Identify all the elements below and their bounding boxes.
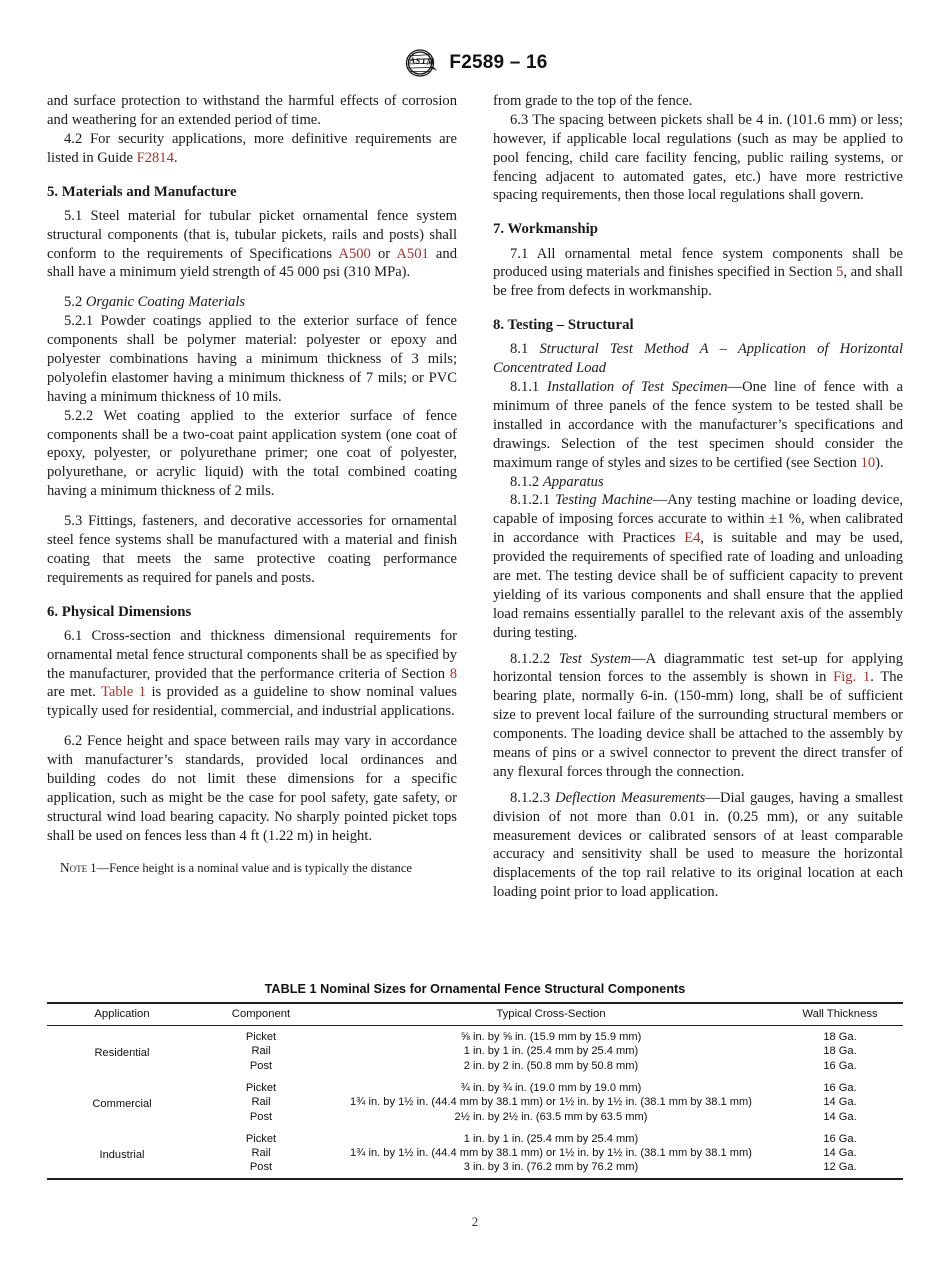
paragraph-5-2-heading (47, 293, 457, 312)
cell-cross-section: 1¾ in. by 1½ in. (44.4 mm by 38.1 mm) or 1½ in. by 1½ in. (38.1 mm by 38.1 mm) (349, 1146, 752, 1159)
link-section-8[interactable]: 8 (449, 665, 457, 682)
table-header-row (47, 1003, 903, 1026)
paragraph-5-2-number: 5.2 (64, 294, 86, 311)
cell-component: Rail (251, 1045, 271, 1058)
paragraph-8-1-2-1-tail: , is suitable and may be used, provided the requirements of specified rate of loading and unloading are met. The testing device shall be of sufficient capacity to prevent yielding of its various components and shall ensure that the applied load remains essentially parallel to the relevant axis of the assembly during testing. (493, 530, 903, 641)
heading-section-7: 7. Workmanship (493, 221, 598, 238)
paragraph-8-1-2-2 (493, 650, 903, 782)
paragraph-8-1-2-2-tail: . The bearing plate, normally 6-in. (150-mm) long, shall be of sufficient size to prevent local failure of the surrounding structural members or components. The loading device shall be attached to the assembly by means of pins or a swivel connector to prevent the direct transfer of any flexural forces through the connection. (493, 669, 904, 780)
table-1-title: TABLE 1 Nominal Sizes for Ornamental Fence Structural Components (264, 982, 686, 996)
paragraph-5-1-tail: and shall have a minimum yield strength of 45 000 psi (310 MPa). (47, 245, 457, 281)
paragraph-5-1-mid: or (370, 245, 397, 262)
table-1-head (47, 1003, 903, 1026)
paragraph-5-2-1: 5.2.1 Powder coatings applied to the exterior surface of fence components shall be polymer material: polyester or epoxy and polyester combinations having a minimum thickness of 3 mils; polyolefin elastomer having a minimum thickness of 7 mils; or PVC having a minimum thickness of 10 mils. (47, 313, 457, 405)
heading-section-6: 6. Physical Dimensions (47, 603, 192, 620)
link-fig-1[interactable]: Fig. 1 (833, 669, 871, 686)
note-1-continuation: from grade to the top of the fence. (493, 93, 693, 109)
paragraph-8-1-title: Structural Test Method A – Application of Horizontal Concentrated Load (493, 341, 903, 377)
paragraph-6-1-mid: are met. (47, 684, 102, 701)
paragraph-8-1 (493, 340, 903, 378)
cell-cross-section: 2½ in. by 2½ in. (63.5 mm by 63.5 mm) (454, 1110, 648, 1123)
paragraph-8-1-2-1-number: 8.1.2.1 (510, 492, 556, 509)
paragraph-5-3: 5.3 Fittings, fasteners, and decorative accessories for ornamental steel fence systems shall be manufactured with a material and finish coating that meets the same protective coating performance requirements as required for panels and posts. (47, 513, 457, 586)
table-bottom-rule (47, 1178, 903, 1180)
paragraph-6-1 (47, 627, 457, 721)
cell-application: Commercial (92, 1098, 152, 1111)
paragraph-6-1-lead: 6.1 Cross-section and thickness dimensional requirements for ornamental metal fence structural components shall be as specified by the manufacturer, provided that the performance criteria of Section (47, 627, 457, 682)
table-row (47, 1026, 903, 1045)
paragraph-8-1-2-3-number: 8.1.2.3 (510, 789, 556, 806)
note-1 (47, 859, 457, 876)
link-a501[interactable]: A501 (396, 245, 429, 262)
link-f2814[interactable]: F2814 (136, 149, 174, 166)
astm-logo (402, 48, 440, 78)
paragraph-8-1-1 (493, 378, 903, 472)
paragraph-4-2 (47, 130, 457, 168)
paragraph-8-1-2-2-title: Test System (558, 650, 632, 667)
svg-text:A: A (409, 55, 416, 65)
paragraph-5-2-title: Organic Coating Materials (85, 294, 246, 311)
paragraph-6-2: 6.2 Fence height and space between rails may vary in accordance with manufacturer’s standards, provided local ordinances and building codes do not limit these dimensions for a specific application, such as might be the case for pool safety, gate safety, or structural wind load bearing capacity. No sharply pointed picket tops shall be used on fences less than 4 ft (1.22 m) in height. (47, 733, 457, 844)
paragraph-8-1-2-3-lead: —Dial gauges, having a smallest division of not more than 0.01 in. (0.25 mm), or any suitable measurement devices or calibrated sensors of at least comparable accuracy and sensitivity shall be used to measure the horizontal displacements of the top rail relative to its original location at each loading point prior to load application. (493, 789, 903, 901)
cell-wall-thickness: 14 Ga. (823, 1110, 857, 1123)
left-column (47, 92, 457, 968)
column-header-component: Component (197, 1003, 325, 1026)
cell-component: Picket (245, 1031, 277, 1043)
note-1-number: 1 (87, 860, 97, 875)
paragraph-8-1-1-tail: ). (875, 454, 884, 471)
paragraph-8-1-2-3-title: Deflection Measurements (555, 789, 706, 806)
cell-cross-section: 1 in. by 1 in. (25.4 mm by 25.4 mm) (463, 1132, 639, 1145)
paragraph-8-1-2-2-lead: —A diagrammatic test set-up for applying horizontal tension forces to the assembly is shown in (493, 650, 903, 686)
link-table-1[interactable]: Table 1 (101, 684, 146, 701)
paragraph-8-1-2-1 (493, 491, 903, 642)
paragraph-8-1-1-lead: —One line of fence with a minimum of three panels of the fence system to be tested shall be installed in accordance with the manufacturer’s specifications and drawings. Selection of the test specimen should consider the maximum range of styles and sizes to be certified (see Section (493, 379, 903, 471)
heading-section-5: 5. Materials and Manufacture (47, 183, 237, 200)
document-designation: F2589 – 16 (449, 52, 548, 73)
paragraph-7-1 (493, 245, 903, 302)
cell-component: Post (249, 1059, 273, 1072)
cell-component: Picket (245, 1081, 277, 1094)
svg-text:M: M (426, 56, 435, 67)
link-e4[interactable]: E4 (684, 530, 701, 547)
paragraph-6-3: 6.3 The spacing between pickets shall be 4 in. (101.6 mm) or less; however, if applicable local regulations (such as may be applied to pool fencing, child care facility fencing, public railing systems, or fencing adjacent to automated gates, etc.) have more restrictive spacing requirements, then those local regulations shall govern. (493, 111, 903, 204)
cell-cross-section: ⅝ in. by ⅝ in. (15.9 mm by 15.9 mm) (460, 1031, 642, 1043)
table-1-container (47, 982, 903, 1180)
cell-wall-thickness: 18 Ga. (823, 1045, 857, 1058)
document-header (0, 44, 950, 82)
paragraph-7-1-tail: , and shall be free from defects in workmanship. (493, 264, 903, 300)
cell-application: Residential (94, 1047, 150, 1060)
paragraph-5-1-lead: 5.1 Steel material for tubular picket ornamental fence system structural components (that is, tubular pickets, rails and posts) shall conform to the requirements of Specifications (47, 207, 457, 262)
paragraph-8-1-2-1-lead: —Any testing machine or loading device, capable of imposing forces accurate to within ±1 %, when calibrated in accordance with Practices (493, 492, 904, 547)
cell-wall-thickness: 16 Ga. (823, 1132, 857, 1145)
cell-cross-section: 3 in. by 3 in. (76.2 mm by 76.2 mm) (463, 1161, 639, 1174)
note-1-label: Note (60, 859, 88, 875)
table-row (47, 1077, 903, 1095)
paragraph-8-1-2-2-number: 8.1.2.2 (510, 650, 559, 667)
paragraph-carryover: and surface protection to withstand the harmful effects of corrosion and weathering for an extended period of time. (47, 93, 457, 128)
paragraph-5-1 (47, 207, 457, 283)
paragraph-5-2-2: 5.2.2 Wet coating applied to the exterior surface of fence components shall be a two-coat paint application system (one coat of epoxy, polyester, or polyurethane primer; one coat of polyester, polyurethane, or acrylic liquid) with the total combined coating having a minimum thickness of 2 mils. (47, 407, 457, 500)
link-a500[interactable]: A500 (338, 245, 371, 262)
column-header-application: Application (47, 1003, 197, 1026)
svg-text:S: S (415, 55, 421, 66)
column-header-wall-thickness: Wall Thickness (777, 1003, 903, 1026)
cell-component: Picket (245, 1132, 277, 1145)
paragraph-8-1-2-title: Apparatus (542, 473, 604, 490)
cell-wall-thickness: 16 Ga. (823, 1081, 857, 1094)
note-1-text: —Fence height is a nominal value and is typically the distance (96, 860, 413, 875)
cell-application: Industrial (99, 1148, 145, 1161)
cell-cross-section: 1¾ in. by 1½ in. (44.4 mm by 38.1 mm) or 1½ in. by 1½ in. (38.1 mm by 38.1 mm) (349, 1096, 752, 1109)
paragraph-8-1-2 (493, 473, 903, 492)
svg-text:T: T (421, 56, 427, 66)
cell-component: Post (249, 1161, 273, 1174)
paragraph-6-1-tail: is provided as a guideline to show nominal values typically used for residential, commercial, and industrial applications. (47, 684, 457, 720)
cell-wall-thickness: 14 Ga. (823, 1096, 857, 1109)
paragraph-7-1-lead: 7.1 All ornamental metal fence system components shall be produced using materials and finishes specified in Section (493, 245, 903, 281)
cell-component: Rail (251, 1146, 271, 1159)
paragraph-8-1-number: 8.1 (510, 341, 540, 358)
cell-wall-thickness: 14 Ga. (823, 1146, 857, 1159)
cell-wall-thickness: 18 Ga. (823, 1031, 857, 1043)
paragraph-8-1-2-number: 8.1.2 (510, 473, 543, 490)
table-1-body (47, 1026, 903, 1179)
paragraph-8-1-2-3 (493, 789, 903, 902)
cell-wall-thickness: 16 Ga. (823, 1059, 857, 1072)
link-section-10[interactable]: 10 (860, 454, 876, 471)
cell-cross-section: 2 in. by 2 in. (50.8 mm by 50.8 mm) (463, 1059, 639, 1072)
cell-cross-section: 1 in. by 1 in. (25.4 mm by 25.4 mm) (463, 1045, 639, 1058)
link-section-5[interactable]: 5 (836, 264, 844, 281)
cell-component: Post (249, 1110, 273, 1123)
column-header-cross-section: Typical Cross-Section (325, 1003, 777, 1026)
cell-component: Rail (251, 1096, 271, 1109)
table-1 (47, 1002, 903, 1178)
cell-cross-section: ¾ in. by ¾ in. (19.0 mm by 19.0 mm) (460, 1081, 642, 1094)
paragraph-8-1-2-1-title: Testing Machine (555, 492, 653, 509)
cell-wall-thickness: 12 Ga. (823, 1161, 857, 1174)
body-columns (47, 92, 903, 968)
paragraph-4-2-lead: 4.2 For security applications, more definitive requirements are listed in Guide (47, 130, 457, 166)
paragraph-8-1-1-number: 8.1.1 (510, 379, 547, 396)
paragraph-4-2-tail: . (173, 149, 178, 166)
table-row (47, 1128, 903, 1146)
page-number: 2 (471, 1214, 479, 1229)
right-column (493, 92, 903, 968)
paragraph-8-1-1-title: Installation of Test Specimen (546, 379, 728, 396)
heading-section-8: 8. Testing – Structural (493, 317, 634, 334)
